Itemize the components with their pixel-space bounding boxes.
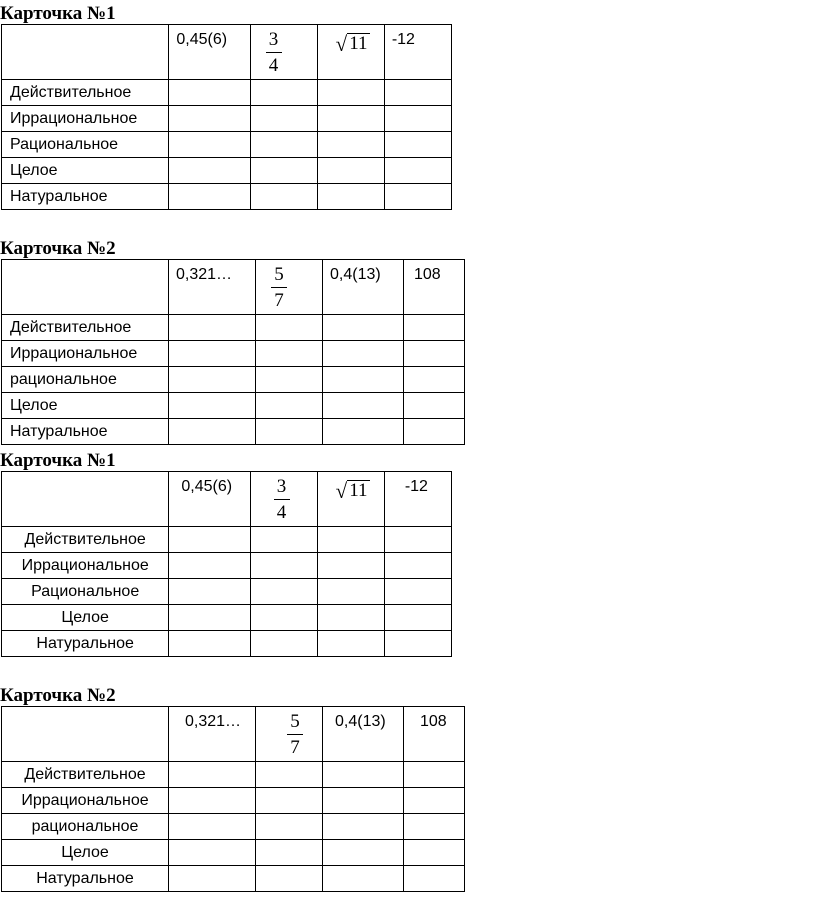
header-cell-1: 0,45(6) xyxy=(169,472,250,527)
answer-cell[interactable] xyxy=(404,814,465,840)
card-title: Карточка №2 xyxy=(0,685,116,706)
answer-cell[interactable] xyxy=(317,605,384,631)
fraction-denominator: 4 xyxy=(268,55,279,76)
answer-cell[interactable] xyxy=(404,840,465,866)
answer-cell[interactable] xyxy=(169,762,256,788)
answer-cell[interactable] xyxy=(169,840,256,866)
table-row xyxy=(2,132,452,158)
fraction xyxy=(274,476,290,523)
table-row xyxy=(2,814,465,840)
header-row xyxy=(2,707,465,762)
fraction-denominator: 7 xyxy=(274,290,284,311)
answer-cell[interactable] xyxy=(250,631,317,657)
square-root: √ 11 xyxy=(335,479,368,503)
square-root: √ 11 xyxy=(335,32,368,56)
answer-cell[interactable] xyxy=(323,866,404,892)
row-label: Иррациональное xyxy=(2,341,169,367)
answer-cell[interactable] xyxy=(256,367,323,393)
table-row xyxy=(2,553,452,579)
row-label: Целое xyxy=(2,393,169,419)
table-row xyxy=(2,393,465,419)
answer-cell[interactable] xyxy=(384,553,451,579)
answer-cell[interactable] xyxy=(256,393,323,419)
answer-cell[interactable] xyxy=(404,393,465,419)
table-row xyxy=(2,80,452,106)
card-title: Карточка №1 xyxy=(0,450,116,471)
fraction xyxy=(271,264,287,311)
answer-cell[interactable] xyxy=(169,367,256,393)
answer-cell[interactable] xyxy=(256,762,323,788)
answer-cell[interactable] xyxy=(323,762,404,788)
table-row xyxy=(2,579,452,605)
answer-cell[interactable] xyxy=(317,158,384,184)
answer-cell[interactable] xyxy=(250,527,317,553)
answer-cell[interactable] xyxy=(250,605,317,631)
header-cell-4: -12 xyxy=(384,25,451,80)
row-label: Действительное xyxy=(2,527,169,553)
answer-cell[interactable] xyxy=(384,184,451,210)
row-label: Действительное xyxy=(2,80,169,106)
answer-cell[interactable] xyxy=(317,106,384,132)
answer-cell[interactable] xyxy=(256,315,323,341)
answer-cell[interactable] xyxy=(404,866,465,892)
answer-cell[interactable] xyxy=(317,527,384,553)
answer-cell[interactable] xyxy=(250,184,317,210)
answer-cell[interactable] xyxy=(323,341,404,367)
header-row xyxy=(2,25,452,80)
header-cell-1: 0,321… xyxy=(169,707,256,762)
answer-cell[interactable] xyxy=(323,367,404,393)
answer-cell[interactable] xyxy=(250,80,317,106)
table-row xyxy=(2,788,465,814)
fraction xyxy=(266,29,282,76)
header-cell-4: 108 xyxy=(404,260,465,315)
row-label: Целое xyxy=(2,158,169,184)
table-row xyxy=(2,527,452,553)
answer-cell[interactable] xyxy=(169,605,250,631)
header-cell-3 xyxy=(317,25,384,80)
answer-cell[interactable] xyxy=(404,788,465,814)
answer-cell[interactable] xyxy=(384,579,451,605)
answer-cell[interactable] xyxy=(384,631,451,657)
header-cell-4: 108 xyxy=(404,707,465,762)
row-label: Действительное xyxy=(2,315,169,341)
answer-cell[interactable] xyxy=(250,579,317,605)
answer-cell[interactable] xyxy=(384,132,451,158)
answer-cell[interactable] xyxy=(404,315,465,341)
answer-cell[interactable] xyxy=(169,579,250,605)
table-row xyxy=(2,184,452,210)
answer-cell[interactable] xyxy=(256,866,323,892)
answer-cell[interactable] xyxy=(250,132,317,158)
answer-cell[interactable] xyxy=(169,184,250,210)
answer-cell[interactable] xyxy=(317,132,384,158)
row-label: Натуральное xyxy=(2,631,169,657)
answer-cell[interactable] xyxy=(323,419,404,445)
row-label: Рациональное xyxy=(2,132,169,158)
classification-table xyxy=(1,471,452,657)
row-label: Натуральное xyxy=(2,419,169,445)
table-row xyxy=(2,367,465,393)
fraction xyxy=(287,711,303,758)
answer-cell[interactable] xyxy=(317,184,384,210)
radicand: 11 xyxy=(349,33,368,54)
table-row xyxy=(2,762,465,788)
table-row xyxy=(2,631,452,657)
header-cell-2 xyxy=(250,25,317,80)
header-cell-3: 0,4(13) xyxy=(323,260,404,315)
classification-table xyxy=(1,24,452,210)
answer-cell[interactable] xyxy=(169,106,250,132)
row-label: Целое xyxy=(2,840,169,866)
row-label: рациональное xyxy=(2,814,169,840)
classification-table xyxy=(1,706,465,892)
header-cell-2 xyxy=(256,707,323,762)
answer-cell[interactable] xyxy=(384,605,451,631)
answer-cell[interactable] xyxy=(384,80,451,106)
table-row xyxy=(2,605,452,631)
card-title: Карточка №1 xyxy=(0,3,116,24)
answer-cell[interactable] xyxy=(384,158,451,184)
corner-cell xyxy=(2,25,169,80)
answer-cell[interactable] xyxy=(323,788,404,814)
header-cell-3 xyxy=(317,472,384,527)
fraction-numerator: 5 xyxy=(274,264,284,285)
radicand: 11 xyxy=(349,480,368,501)
row-label: Натуральное xyxy=(2,184,169,210)
answer-cell[interactable] xyxy=(256,840,323,866)
classification-table xyxy=(1,259,465,445)
table-row xyxy=(2,419,465,445)
answer-cell[interactable] xyxy=(169,80,250,106)
row-label: Иррациональное xyxy=(2,788,169,814)
answer-cell[interactable] xyxy=(323,814,404,840)
answer-cell[interactable] xyxy=(317,631,384,657)
row-label: Целое xyxy=(2,605,169,631)
answer-cell[interactable] xyxy=(169,132,250,158)
table-row xyxy=(2,341,465,367)
answer-cell[interactable] xyxy=(256,419,323,445)
corner-cell xyxy=(2,472,169,527)
answer-cell[interactable] xyxy=(384,106,451,132)
answer-cell[interactable] xyxy=(169,866,256,892)
header-cell-1: 0,321… xyxy=(169,260,256,315)
answer-cell[interactable] xyxy=(256,341,323,367)
answer-cell[interactable] xyxy=(250,553,317,579)
answer-cell[interactable] xyxy=(256,814,323,840)
answer-cell[interactable] xyxy=(323,840,404,866)
table-row xyxy=(2,106,452,132)
fraction-denominator: 4 xyxy=(276,502,287,523)
row-label: Натуральное xyxy=(2,866,169,892)
fraction-numerator: 3 xyxy=(276,476,287,497)
table-row xyxy=(2,158,452,184)
table-row xyxy=(2,866,465,892)
fraction-numerator: 5 xyxy=(290,711,300,732)
card-title: Карточка №2 xyxy=(0,238,116,259)
answer-cell[interactable] xyxy=(169,814,256,840)
answer-cell[interactable] xyxy=(250,158,317,184)
header-cell-1: 0,45(6) xyxy=(169,25,250,80)
header-cell-3: 0,4(13) xyxy=(323,707,404,762)
header-row xyxy=(2,260,465,315)
header-cell-4: -12 xyxy=(384,472,451,527)
answer-cell[interactable] xyxy=(256,788,323,814)
row-label: Иррациональное xyxy=(2,553,169,579)
fraction-denominator: 7 xyxy=(290,737,300,758)
header-cell-2 xyxy=(256,260,323,315)
fraction-numerator: 3 xyxy=(268,29,279,50)
row-label: Действительное xyxy=(2,762,169,788)
answer-cell[interactable] xyxy=(384,527,451,553)
corner-cell xyxy=(2,260,169,315)
table-row xyxy=(2,315,465,341)
answer-cell[interactable] xyxy=(169,158,250,184)
answer-cell[interactable] xyxy=(323,393,404,419)
answer-cell[interactable] xyxy=(169,553,250,579)
answer-cell[interactable] xyxy=(169,631,250,657)
header-cell-2 xyxy=(250,472,317,527)
row-label: рациональное xyxy=(2,367,169,393)
corner-cell xyxy=(2,707,169,762)
header-row xyxy=(2,472,452,527)
answer-cell[interactable] xyxy=(404,367,465,393)
answer-cell[interactable] xyxy=(169,315,256,341)
answer-cell[interactable] xyxy=(404,762,465,788)
answer-cell[interactable] xyxy=(169,341,256,367)
answer-cell[interactable] xyxy=(169,527,250,553)
answer-cell[interactable] xyxy=(169,419,256,445)
row-label: Иррациональное xyxy=(2,106,169,132)
answer-cell[interactable] xyxy=(404,419,465,445)
answer-cell[interactable] xyxy=(317,553,384,579)
row-label: Рациональное xyxy=(2,579,169,605)
answer-cell[interactable] xyxy=(250,106,317,132)
answer-cell[interactable] xyxy=(404,341,465,367)
answer-cell[interactable] xyxy=(323,315,404,341)
answer-cell[interactable] xyxy=(317,80,384,106)
answer-cell[interactable] xyxy=(169,393,256,419)
table-row xyxy=(2,840,465,866)
answer-cell[interactable] xyxy=(169,788,256,814)
answer-cell[interactable] xyxy=(317,579,384,605)
